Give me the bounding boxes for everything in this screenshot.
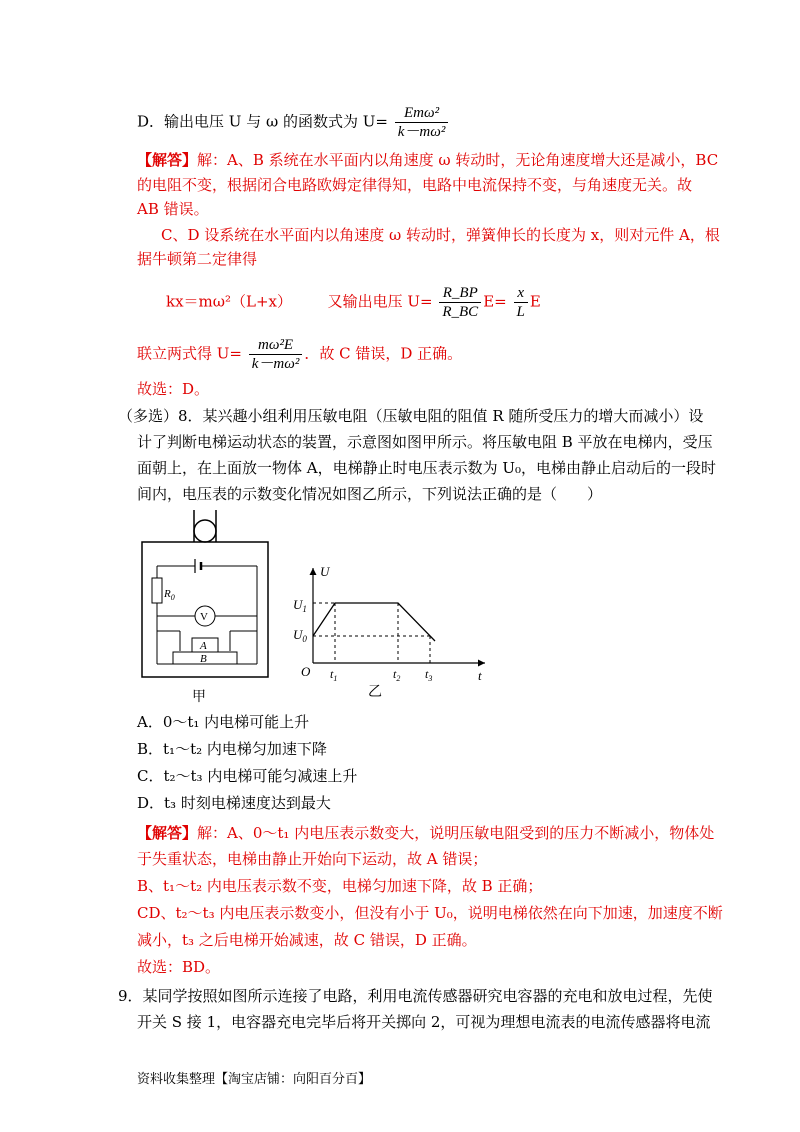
q8-answer-line1: 【解答】解：A、0～t₁ 内电压表示数变大，说明压敏电阻受到的压力不断减小，物体处	[137, 824, 715, 842]
figure-yi-label: 乙	[368, 685, 382, 697]
resistor-r0	[152, 578, 162, 603]
resistor-b-label: B	[200, 653, 207, 665]
q7-choice: 故选：D。	[137, 380, 210, 398]
option-d-text: D．输出电压 U 与 ω 的函数式为 U=	[137, 112, 388, 131]
q7-answer-line2: 的电阻不变，根据闭合电路欧姆定律得知，电路中电流保持不变，与角速度无关。故	[137, 176, 693, 194]
figure-jia-label: 甲	[192, 690, 206, 705]
t3-label: $t_3$	[425, 667, 433, 683]
q8-option-c: C．t₂～t₃ 内电梯可能匀减速上升	[137, 767, 358, 785]
pulley-icon	[194, 520, 216, 542]
q7-answer-line4: C、D 设系统在水平面内以角速度 ω 转动时，弹簧伸长的长度为 x，则对元件 A，根	[161, 226, 720, 244]
voltage-curve	[313, 603, 435, 641]
q8-choice: 故选：BD。	[137, 958, 221, 976]
q8-stem-line1: （多选）8．某兴趣小组利用压敏电阻（压敏电阻的阻值 R 随所受压力的增大而减小）设	[118, 407, 704, 425]
q8-option-b: B．t₁～t₂ 内电梯匀加速下降	[137, 740, 327, 758]
u0-label: $U_0$	[293, 627, 307, 644]
r0-label: $R_0$	[164, 588, 175, 602]
resistance-ratio-fraction: $\frac{R\_BP}{R\_BC}$	[439, 284, 481, 321]
q8-answer-line4: CD、t₂～t₃ 内电压表示数变小，但没有小于 U₀，说明电梯依然在向下加速，加速度不断	[137, 904, 723, 922]
q8-stem-line4: 间内，电压表的示数变化情况如图乙所示，下列说法正确的是（ ）	[137, 485, 603, 503]
t-axis-label: t	[478, 668, 482, 683]
q7-answer-line5: 据牛顿第二定律得	[137, 250, 258, 268]
option-d-line	[137, 104, 450, 141]
option-d-fraction: $\frac{\text{Emω²}}{\text{k－mω²}}$	[395, 104, 449, 141]
q8-stem-line2: 计了判断电梯运动状态的装置，示意图如图甲所示。将压敏电阻 B 平放在电梯内，受压	[137, 433, 713, 451]
q7-answer-line3: AB 错误。	[137, 200, 209, 218]
voltage-result-fraction: $\frac{\text{mω²E}}{\text{k－mω²}}$	[249, 336, 303, 373]
q8-option-a: A．0～t₁ 内电梯可能上升	[137, 713, 310, 731]
newton-equation: kx＝mω²（L+x）	[166, 292, 293, 311]
q8-answer-line5: 减小，t₃ 之后电梯开始减速，故 C 错误，D 正确。	[137, 931, 477, 949]
q8-stem-line3: 面朝上，在上面放一物体 A，电梯静止时电压表示数为 U₀，电梯由静止启动后的一段时	[137, 459, 717, 477]
q8-answer-line3: B、t₁～t₂ 内电压表示数不变，电梯匀加速下降，故 B 正确；	[137, 877, 543, 895]
voltmeter-label: V	[200, 611, 208, 623]
figure-jia-circuit	[135, 505, 275, 705]
length-ratio-fraction: $\frac{x}{L}$	[514, 284, 528, 321]
u1-label: $U_1$	[293, 597, 307, 614]
q9-stem-line2: 开关 S 接 1，电容器充电完毕后将开关掷向 2，可视为理想电流表的电流传感器将电流	[137, 1013, 711, 1031]
q7-answer-line6: 联立两式得 U= $\frac{\text{mω²E}}{\text{k－mω²}}$ ．故 C 错误，D 正确。	[137, 337, 463, 372]
figure-yi-graph	[288, 562, 498, 697]
q7-answer-line1: 【解答】解：A、B 系统在水平面内以角速度 ω 转动时，无论角速度增大还是减小，BC	[137, 151, 719, 169]
object-a-label: A	[200, 640, 207, 652]
t2-label: $t_2$	[393, 667, 401, 683]
q9-stem-line1: 9．某同学按照如图所示连接了电路，利用电流传感器研究电容器的充电和放电过程，先使	[118, 987, 713, 1005]
q8-option-d: D．t₃ 时刻电梯速度达到最大	[137, 794, 331, 812]
u-axis-label: U	[320, 564, 330, 579]
q7-equation-row: kx＝mω²（L+x） 又输出电压 U= $\frac{R\_BP}{R\_BC}$ E= $\frac{x}{L}$ E	[166, 285, 541, 320]
q8-answer-line2: 于失重状态，电梯由静止开始向下运动，故 A 错误；	[137, 850, 488, 868]
t1-label: $t_1$	[330, 667, 338, 683]
origin-label: O	[301, 664, 311, 679]
page-footer: 资料收集整理【淘宝店铺：向阳百分百】	[137, 1072, 372, 1087]
